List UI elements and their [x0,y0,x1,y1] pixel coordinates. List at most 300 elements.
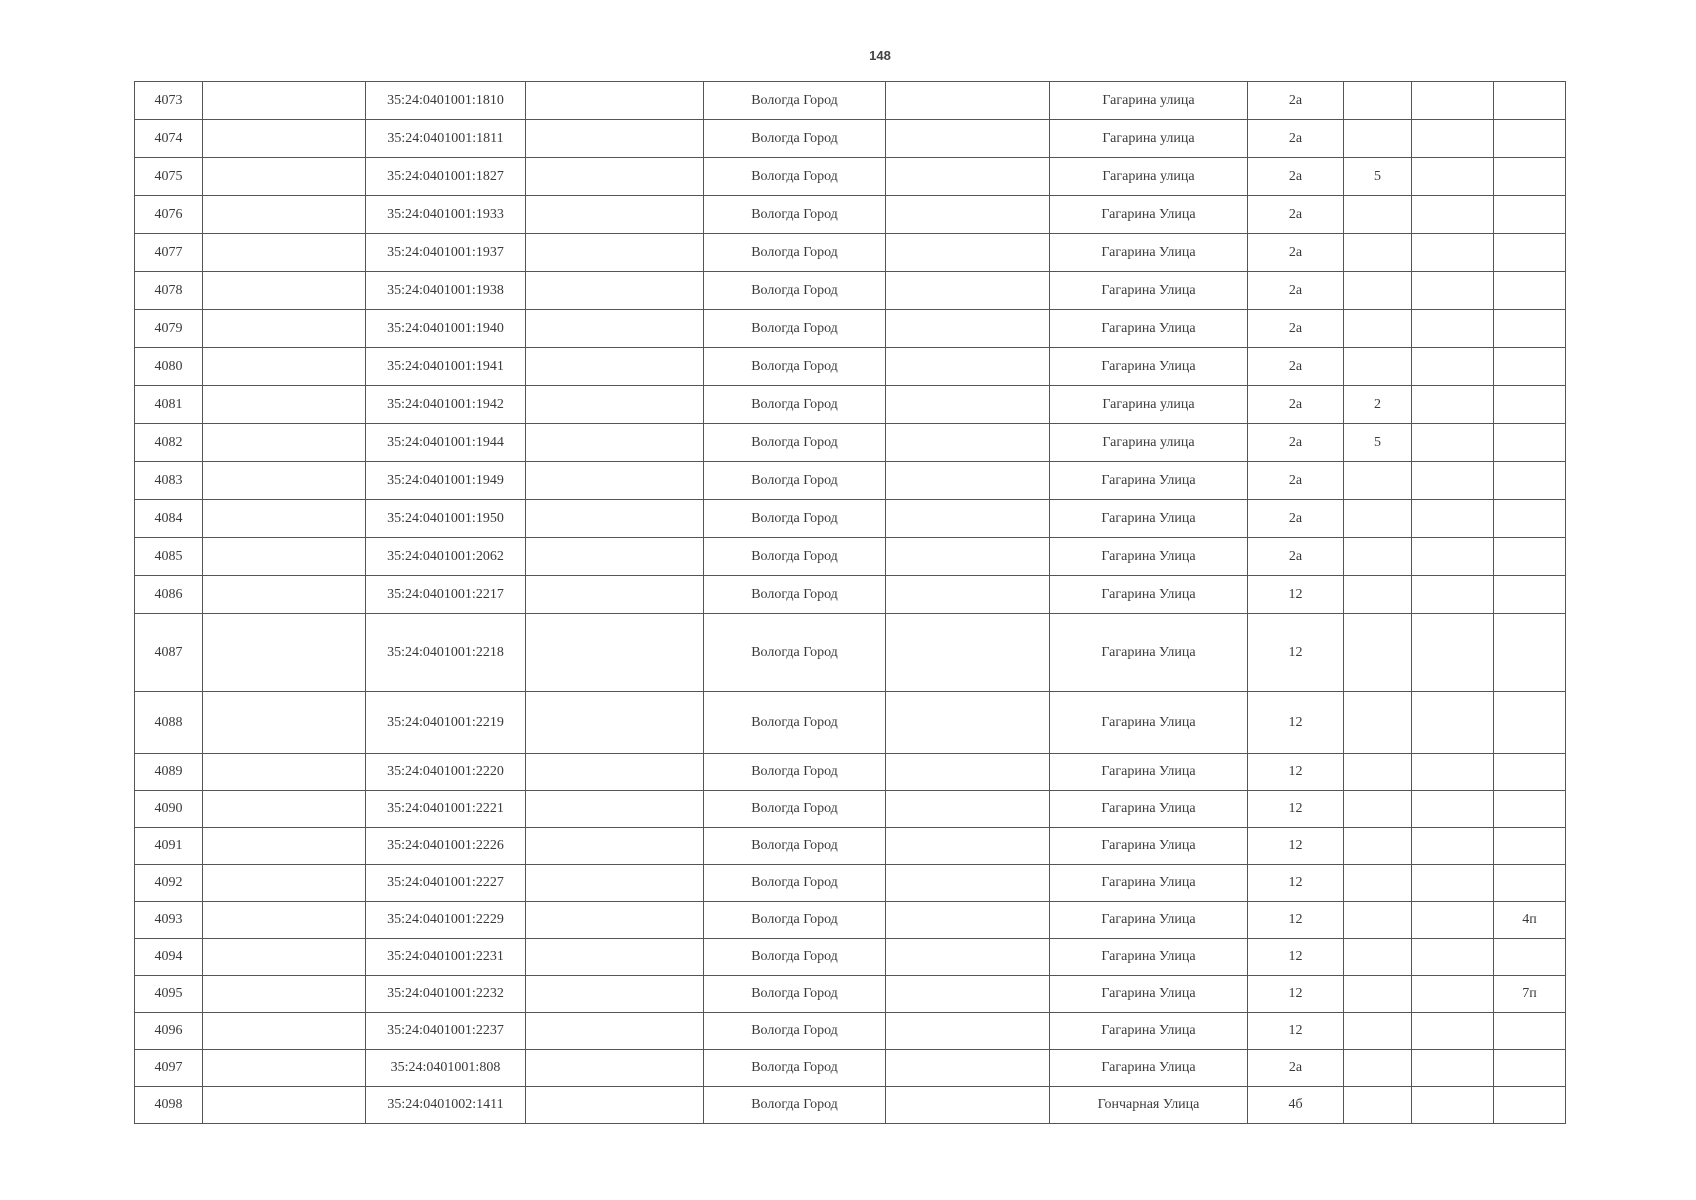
row-number-cell: 4084 [135,500,203,538]
row-number-cell: 4096 [135,1013,203,1050]
row-number-cell: 4098 [135,1087,203,1124]
table-row [135,348,1566,386]
cadastral-number-cell: 35:24:0401001:2232 [366,976,526,1013]
house-number-cell: 2а [1248,424,1344,462]
table-row [135,538,1566,576]
blank-cell [526,386,704,424]
blank-cell [886,865,1050,902]
extra-number-cell [1344,1050,1412,1087]
cadastral-number-cell: 35:24:0401001:2217 [366,576,526,614]
room-cell [1494,120,1566,158]
blank-cell [1412,939,1494,976]
row-number-cell: 4091 [135,828,203,865]
page-number: 148 [869,48,891,63]
table-row [135,976,1566,1013]
street-cell: Гагарина Улица [1050,196,1248,234]
cadastral-number-cell: 35:24:0401001:1940 [366,310,526,348]
city-cell: Вологда Город [704,614,886,692]
blank-cell [1412,865,1494,902]
cadastral-number-cell: 35:24:0401001:2220 [366,754,526,791]
row-number-cell: 4085 [135,538,203,576]
blank-cell [526,614,704,692]
extra-number-cell [1344,196,1412,234]
street-cell: Гагарина Улица [1050,1050,1248,1087]
cadastral-number-cell: 35:24:0401001:2062 [366,538,526,576]
blank-cell [203,120,366,158]
room-cell [1494,272,1566,310]
house-number-cell: 2а [1248,538,1344,576]
cadastral-number-cell: 35:24:0401001:808 [366,1050,526,1087]
city-cell: Вологда Город [704,538,886,576]
house-number-cell: 12 [1248,976,1344,1013]
table-row [135,272,1566,310]
blank-cell [886,120,1050,158]
table-row [135,234,1566,272]
extra-number-cell [1344,976,1412,1013]
cadastral-number-cell: 35:24:0401001:2237 [366,1013,526,1050]
extra-number-cell [1344,865,1412,902]
cadastral-number-cell: 35:24:0401001:1938 [366,272,526,310]
cadastral-number-cell: 35:24:0401001:2219 [366,692,526,754]
extra-number-cell [1344,614,1412,692]
city-cell: Вологда Город [704,120,886,158]
blank-cell [886,1087,1050,1124]
table-row [135,500,1566,538]
extra-number-cell [1344,576,1412,614]
street-cell: Гагарина Улица [1050,348,1248,386]
blank-cell [1412,692,1494,754]
blank-cell [886,538,1050,576]
street-cell: Гагарина улица [1050,82,1248,120]
row-number-cell: 4090 [135,791,203,828]
street-cell: Гагарина Улица [1050,234,1248,272]
blank-cell [1412,1013,1494,1050]
blank-cell [886,614,1050,692]
blank-cell [886,196,1050,234]
city-cell: Вологда Город [704,828,886,865]
blank-cell [526,424,704,462]
room-cell [1494,82,1566,120]
cadastral-number-cell: 35:24:0401002:1411 [366,1087,526,1124]
room-cell [1494,576,1566,614]
cadastral-number-cell: 35:24:0401001:2226 [366,828,526,865]
blank-cell [526,1013,704,1050]
blank-cell [886,576,1050,614]
blank-cell [886,902,1050,939]
table-row [135,576,1566,614]
blank-cell [526,828,704,865]
house-number-cell: 2а [1248,272,1344,310]
blank-cell [526,976,704,1013]
cadastral-number-cell: 35:24:0401001:1811 [366,120,526,158]
house-number-cell: 2а [1248,196,1344,234]
house-number-cell: 12 [1248,865,1344,902]
blank-cell [526,196,704,234]
house-number-cell: 4б [1248,1087,1344,1124]
row-number-cell: 4074 [135,120,203,158]
city-cell: Вологда Город [704,500,886,538]
row-number-cell: 4087 [135,614,203,692]
table-row [135,939,1566,976]
blank-cell [886,462,1050,500]
extra-number-cell: 5 [1344,158,1412,196]
house-number-cell: 2а [1248,386,1344,424]
room-cell [1494,500,1566,538]
blank-cell [203,754,366,791]
room-cell [1494,234,1566,272]
city-cell: Вологда Город [704,791,886,828]
street-cell: Гагарина Улица [1050,500,1248,538]
room-cell: 7п [1494,976,1566,1013]
row-number-cell: 4095 [135,976,203,1013]
blank-cell [203,865,366,902]
table-row [135,692,1566,754]
registry-table-body [135,82,1566,1124]
blank-cell [526,82,704,120]
extra-number-cell [1344,348,1412,386]
blank-cell [526,1050,704,1087]
table-row [135,828,1566,865]
city-cell: Вологда Город [704,1087,886,1124]
blank-cell [203,462,366,500]
street-cell: Гагарина Улица [1050,538,1248,576]
blank-cell [526,902,704,939]
cadastral-number-cell: 35:24:0401001:2221 [366,791,526,828]
blank-cell [886,1013,1050,1050]
blank-cell [886,791,1050,828]
extra-number-cell [1344,82,1412,120]
blank-cell [203,1013,366,1050]
blank-cell [203,310,366,348]
house-number-cell: 12 [1248,791,1344,828]
house-number-cell: 12 [1248,902,1344,939]
room-cell [1494,791,1566,828]
city-cell: Вологда Город [704,272,886,310]
row-number-cell: 4073 [135,82,203,120]
blank-cell [1412,828,1494,865]
extra-number-cell [1344,754,1412,791]
table-row [135,1050,1566,1087]
table-row [135,614,1566,692]
street-cell: Гагарина Улица [1050,462,1248,500]
room-cell [1494,424,1566,462]
blank-cell [886,828,1050,865]
blank-cell [203,196,366,234]
blank-cell [203,828,366,865]
city-cell: Вологда Город [704,1050,886,1087]
house-number-cell: 2а [1248,120,1344,158]
blank-cell [526,538,704,576]
blank-cell [203,500,366,538]
city-cell: Вологда Город [704,902,886,939]
room-cell [1494,692,1566,754]
table-row [135,310,1566,348]
city-cell: Вологда Город [704,865,886,902]
blank-cell [526,865,704,902]
blank-cell [1412,82,1494,120]
table-row [135,462,1566,500]
room-cell [1494,386,1566,424]
blank-cell [1412,348,1494,386]
blank-cell [1412,754,1494,791]
room-cell [1494,1013,1566,1050]
extra-number-cell: 5 [1344,424,1412,462]
table-row [135,158,1566,196]
blank-cell [526,692,704,754]
registry-table [134,81,1566,1124]
house-number-cell: 12 [1248,828,1344,865]
street-cell: Гагарина Улица [1050,272,1248,310]
cadastral-number-cell: 35:24:0401001:1942 [366,386,526,424]
table-row [135,82,1566,120]
blank-cell [203,791,366,828]
blank-cell [886,939,1050,976]
blank-cell [1412,234,1494,272]
cadastral-number-cell: 35:24:0401001:1941 [366,348,526,386]
city-cell: Вологда Город [704,939,886,976]
blank-cell [886,976,1050,1013]
blank-cell [203,1087,366,1124]
room-cell [1494,1087,1566,1124]
extra-number-cell [1344,939,1412,976]
table-row [135,754,1566,791]
house-number-cell: 12 [1248,939,1344,976]
street-cell: Гагарина улица [1050,386,1248,424]
blank-cell [886,500,1050,538]
blank-cell [203,939,366,976]
table-row [135,196,1566,234]
room-cell [1494,865,1566,902]
row-number-cell: 4078 [135,272,203,310]
row-number-cell: 4092 [135,865,203,902]
blank-cell [1412,462,1494,500]
cadastral-number-cell: 35:24:0401001:2227 [366,865,526,902]
cadastral-number-cell: 35:24:0401001:1827 [366,158,526,196]
city-cell: Вологда Город [704,692,886,754]
house-number-cell: 2а [1248,462,1344,500]
blank-cell [886,754,1050,791]
street-cell: Гагарина Улица [1050,614,1248,692]
extra-number-cell [1344,120,1412,158]
blank-cell [1412,386,1494,424]
row-number-cell: 4081 [135,386,203,424]
blank-cell [886,234,1050,272]
blank-cell [526,272,704,310]
row-number-cell: 4088 [135,692,203,754]
room-cell [1494,310,1566,348]
extra-number-cell [1344,462,1412,500]
house-number-cell: 2а [1248,500,1344,538]
house-number-cell: 12 [1248,576,1344,614]
table-row [135,791,1566,828]
house-number-cell: 2а [1248,158,1344,196]
house-number-cell: 12 [1248,692,1344,754]
blank-cell [886,82,1050,120]
table-row [135,1087,1566,1124]
extra-number-cell: 2 [1344,386,1412,424]
blank-cell [526,120,704,158]
blank-cell [526,234,704,272]
blank-cell [526,158,704,196]
street-cell: Гагарина Улица [1050,976,1248,1013]
blank-cell [526,754,704,791]
row-number-cell: 4075 [135,158,203,196]
blank-cell [203,976,366,1013]
table-row [135,1013,1566,1050]
blank-cell [1412,500,1494,538]
street-cell: Гагарина Улица [1050,310,1248,348]
blank-cell [526,791,704,828]
blank-cell [526,576,704,614]
house-number-cell: 2а [1248,1050,1344,1087]
extra-number-cell [1344,1013,1412,1050]
blank-cell [1412,614,1494,692]
cadastral-number-cell: 35:24:0401001:1810 [366,82,526,120]
blank-cell [203,424,366,462]
cadastral-number-cell: 35:24:0401001:1937 [366,234,526,272]
row-number-cell: 4082 [135,424,203,462]
blank-cell [1412,424,1494,462]
city-cell: Вологда Город [704,196,886,234]
extra-number-cell [1344,310,1412,348]
blank-cell [1412,1087,1494,1124]
blank-cell [203,386,366,424]
blank-cell [1412,196,1494,234]
cadastral-number-cell: 35:24:0401001:2231 [366,939,526,976]
blank-cell [203,82,366,120]
street-cell: Гончарная Улица [1050,1087,1248,1124]
blank-cell [886,692,1050,754]
blank-cell [1412,120,1494,158]
blank-cell [1412,158,1494,196]
blank-cell [203,614,366,692]
blank-cell [203,348,366,386]
room-cell [1494,538,1566,576]
blank-cell [203,234,366,272]
house-number-cell: 12 [1248,754,1344,791]
row-number-cell: 4079 [135,310,203,348]
house-number-cell: 2а [1248,348,1344,386]
cadastral-number-cell: 35:24:0401001:1944 [366,424,526,462]
blank-cell [886,158,1050,196]
city-cell: Вологда Город [704,976,886,1013]
street-cell: Гагарина Улица [1050,754,1248,791]
blank-cell [1412,791,1494,828]
street-cell: Гагарина Улица [1050,791,1248,828]
cadastral-number-cell: 35:24:0401001:1933 [366,196,526,234]
house-number-cell: 2а [1248,82,1344,120]
table-row [135,902,1566,939]
room-cell [1494,939,1566,976]
table-row [135,386,1566,424]
row-number-cell: 4093 [135,902,203,939]
extra-number-cell [1344,902,1412,939]
room-cell [1494,348,1566,386]
street-cell: Гагарина Улица [1050,576,1248,614]
blank-cell [886,386,1050,424]
blank-cell [1412,976,1494,1013]
row-number-cell: 4077 [135,234,203,272]
blank-cell [1412,576,1494,614]
blank-cell [1412,902,1494,939]
room-cell [1494,196,1566,234]
extra-number-cell [1344,791,1412,828]
city-cell: Вологда Город [704,424,886,462]
street-cell: Гагарина Улица [1050,692,1248,754]
room-cell: 4п [1494,902,1566,939]
extra-number-cell [1344,500,1412,538]
cadastral-number-cell: 35:24:0401001:2229 [366,902,526,939]
blank-cell [203,576,366,614]
street-cell: Гагарина улица [1050,120,1248,158]
blank-cell [1412,310,1494,348]
extra-number-cell [1344,538,1412,576]
room-cell [1494,614,1566,692]
blank-cell [886,272,1050,310]
blank-cell [1412,272,1494,310]
blank-cell [886,1050,1050,1087]
city-cell: Вологда Город [704,310,886,348]
blank-cell [886,348,1050,386]
blank-cell [203,692,366,754]
city-cell: Вологда Город [704,386,886,424]
street-cell: Гагарина Улица [1050,1013,1248,1050]
blank-cell [203,1050,366,1087]
blank-cell [886,424,1050,462]
blank-cell [1412,538,1494,576]
row-number-cell: 4094 [135,939,203,976]
room-cell [1494,158,1566,196]
blank-cell [526,348,704,386]
city-cell: Вологда Город [704,1013,886,1050]
row-number-cell: 4097 [135,1050,203,1087]
room-cell [1494,754,1566,791]
blank-cell [886,310,1050,348]
street-cell: Гагарина Улица [1050,828,1248,865]
blank-cell [203,272,366,310]
city-cell: Вологда Город [704,234,886,272]
city-cell: Вологда Город [704,82,886,120]
cadastral-number-cell: 35:24:0401001:1949 [366,462,526,500]
extra-number-cell [1344,828,1412,865]
cadastral-number-cell: 35:24:0401001:1950 [366,500,526,538]
room-cell [1494,828,1566,865]
city-cell: Вологда Город [704,462,886,500]
extra-number-cell [1344,1087,1412,1124]
street-cell: Гагарина Улица [1050,939,1248,976]
extra-number-cell [1344,234,1412,272]
row-number-cell: 4086 [135,576,203,614]
row-number-cell: 4076 [135,196,203,234]
blank-cell [526,1087,704,1124]
room-cell [1494,1050,1566,1087]
city-cell: Вологда Город [704,576,886,614]
house-number-cell: 12 [1248,614,1344,692]
blank-cell [1412,1050,1494,1087]
blank-cell [526,939,704,976]
house-number-cell: 12 [1248,1013,1344,1050]
street-cell: Гагарина улица [1050,424,1248,462]
house-number-cell: 2а [1248,310,1344,348]
house-number-cell: 2а [1248,234,1344,272]
room-cell [1494,462,1566,500]
table-row [135,865,1566,902]
city-cell: Вологда Город [704,158,886,196]
city-cell: Вологда Город [704,348,886,386]
extra-number-cell [1344,692,1412,754]
blank-cell [526,310,704,348]
blank-cell [203,902,366,939]
